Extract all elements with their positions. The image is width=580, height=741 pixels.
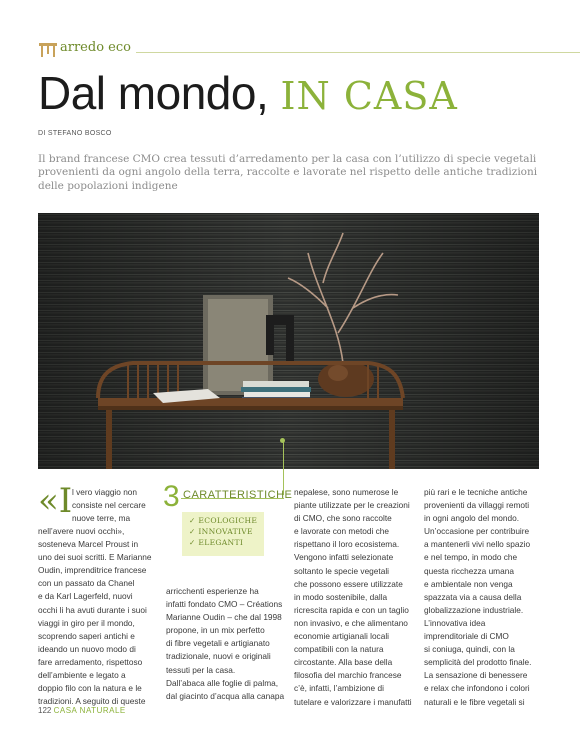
page-number: 122 (38, 706, 52, 715)
hero-photo (38, 213, 539, 469)
text-line: e relax che infondono i colori (424, 683, 530, 694)
column-1 (38, 525, 163, 708)
column-3 (294, 486, 419, 709)
text-line: c’è, infatti, l’ambizione di (294, 683, 384, 694)
byline: DI STEFANO BOSCO (38, 130, 112, 137)
table-icon (38, 40, 58, 58)
text-line: tessuti per la casa. (166, 664, 236, 675)
text-line: consiste nel cercare (72, 500, 146, 511)
column-1-top (72, 486, 162, 525)
title-accent: IN CASA (280, 74, 458, 118)
text-line: rispettano il loro ecosistema. (294, 539, 400, 550)
text-line: non invasivo, e che alimentano (294, 617, 408, 628)
text-line: Oudin, imprenditrice francese (38, 565, 147, 576)
features-box (163, 480, 293, 572)
text-line: tradizionale, nuovi e originali (166, 651, 271, 662)
text-line: a mantenerli vivi nello spazio (424, 539, 531, 550)
text-line: uno dei suoi scritti. E Marianne (38, 552, 152, 563)
text-line: che possono essere utilizzate (294, 578, 403, 589)
text-line: e ambientale non venga (424, 578, 513, 589)
text-line: compatibili con la natura (294, 644, 384, 655)
text-line: tutelare e valorizzare i manufatti (294, 696, 412, 707)
text-line: ricrescita rapida e con un taglio (294, 604, 409, 615)
text-line: imprenditoriale di CMO (424, 631, 509, 642)
title-main: Dal mondo, (38, 67, 281, 119)
text-line: più rari e le tecniche antiche (424, 487, 528, 497)
text-line: soltanto le specie vegetali (294, 565, 390, 576)
text-line: dal giacinto d’acqua alla canapa (166, 690, 285, 701)
section-rule (136, 52, 580, 53)
text-line: La sensazione di benessere (424, 670, 528, 681)
lede: Il brand francese CMO crea tessuti d’arredamento per la casa con l’utilizzo di specie vegetali provenienti da ogni angolo della terra, raccolte e lavorate nel rispetto delle antiche tradizioni delle popolazioni indigene (38, 153, 538, 192)
page-title (38, 67, 458, 119)
text-line: questa ricchezza umana (424, 565, 514, 576)
section-label: arredo eco (60, 40, 131, 55)
text-line: L’innovativa idea (424, 617, 486, 628)
text-line: dell’ambiente e legato a (38, 670, 126, 681)
text-line: e nel tempo, in modo che (424, 552, 518, 563)
text-line: si coniuga, quindi, con la (424, 644, 515, 655)
text-line: circostante. Alla base della (294, 657, 393, 668)
text-line: ideando un nuovo modo di (38, 643, 136, 654)
text-line: sosteneva Marcel Proust in (38, 539, 139, 550)
text-line: con un passato da Chanel (38, 578, 135, 589)
feature-item: ✓ ECOLOGICHE (189, 516, 258, 525)
feature-item: ✓ INNOVATIVE (189, 527, 253, 536)
text-line: tradizioni. A seguito di queste (38, 696, 146, 707)
text-line: filosofia del marchio francese (294, 670, 402, 681)
text-line: Vengono infatti selezionate (294, 552, 394, 563)
text-line: infatti fondato CMO – Créations (166, 599, 283, 610)
text-line: naturali e le fibre vegetali si (424, 696, 525, 707)
text-line: doppio filo con la natura e le (38, 683, 142, 694)
text-line: provenienti da villaggi remoti (424, 500, 530, 511)
text-line: nuove terre, ma (72, 513, 131, 524)
features-list (182, 512, 264, 556)
text-line: fare arredamento, rispettoso (38, 656, 143, 667)
text-line: in modo sostenibile, dalla (294, 591, 388, 602)
text-line: di CMO, che sono raccolte (294, 513, 392, 524)
connector-dot (280, 438, 285, 443)
text-line: in ogni angolo del mondo. (424, 513, 520, 524)
text-line: globalizzazione industriale. (424, 604, 524, 615)
text-line: Un’occasione per contribuire (424, 526, 530, 537)
text-line: piante utilizzate per le creazioni (294, 500, 410, 511)
column-4 (424, 486, 549, 709)
text-line: scoprendo saperi antichi e (38, 630, 135, 641)
magazine-name: CASA NATURALE (53, 706, 126, 715)
page-footer (38, 706, 126, 715)
text-line: economie artigianali locali (294, 631, 390, 642)
text-line: propone, in un mix perfetto (166, 625, 265, 636)
text-line: nepalese, sono numerose le (294, 487, 399, 497)
text-line: e lavorate con metodi che (294, 526, 390, 537)
text-line: viaggi in giro per il mondo, (38, 617, 135, 628)
text-line: Marianne Oudin – che dal 1998 (166, 612, 282, 623)
features-number: 3 (163, 480, 180, 513)
column-2 (166, 585, 291, 703)
drop-cap: «I (38, 481, 73, 521)
text-line: arricchenti esperienze ha (166, 586, 259, 596)
text-line: e da Karl Lagerfeld, nuovi (38, 591, 133, 602)
text-line: occhi li ha avuti durante i suoi (38, 604, 147, 615)
text-line: nell’avere nuovi occhi», (38, 526, 125, 536)
feature-item: ✓ ELEGANTI (189, 538, 244, 547)
text-line: Dall’abaca alle foglie di palma, (166, 677, 279, 688)
text-line: semplicità del prodotto finale. (424, 657, 532, 668)
text-line: l vero viaggio non (72, 487, 138, 497)
text-line: di fibre vegetali e artigianato (166, 638, 270, 649)
features-heading: CARATTERISTICHE (183, 489, 293, 501)
text-line: spazzata via a causa della (424, 591, 522, 602)
